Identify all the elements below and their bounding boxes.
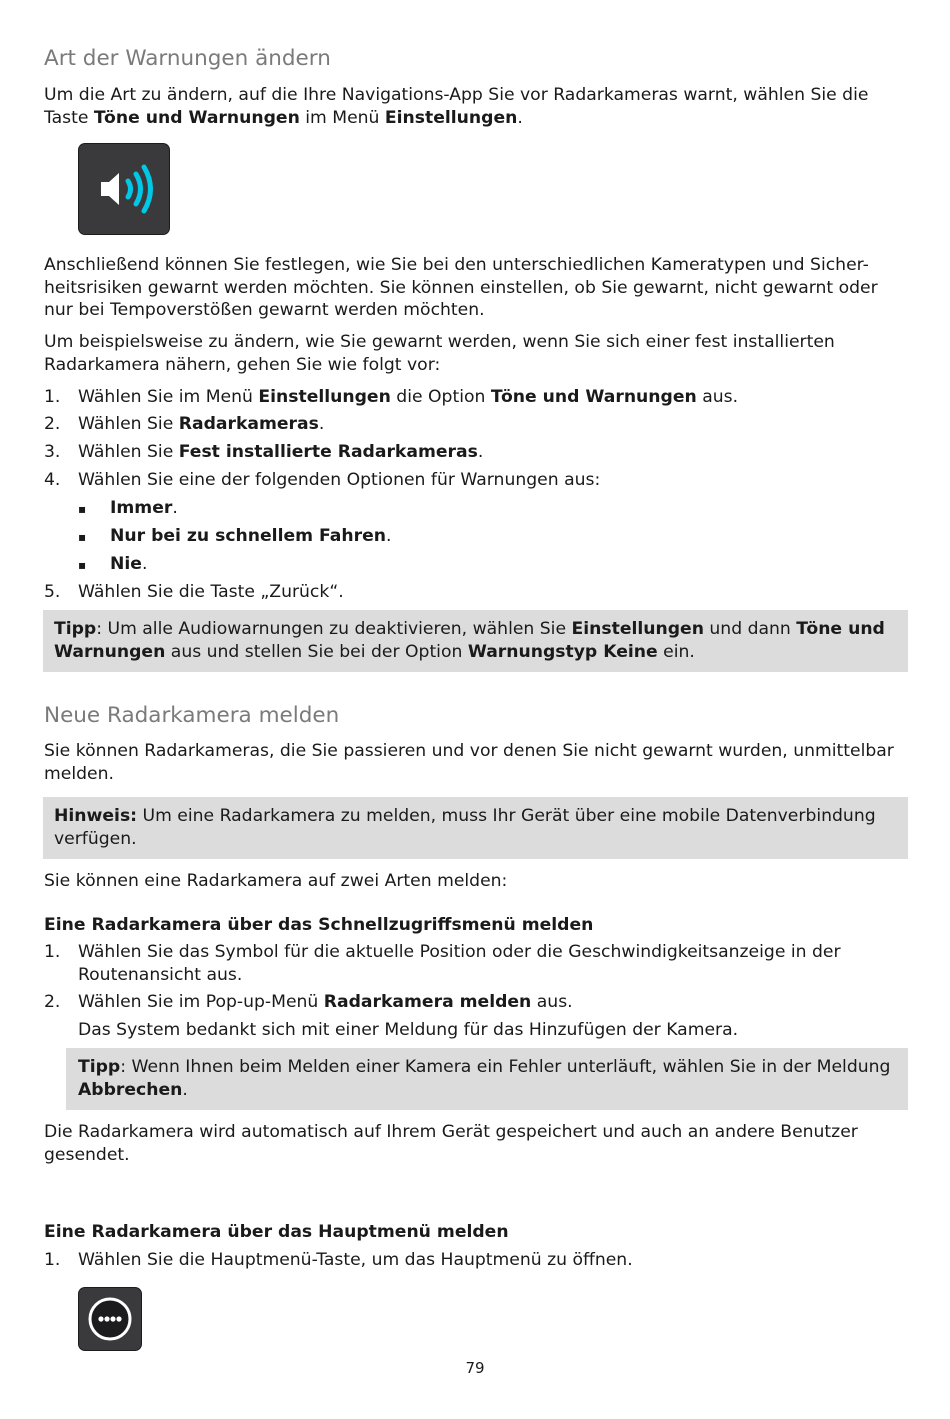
note-line-1: Hinweis: Um eine Radarkamera zu melden, muss Ihr Gerät über eine mobile Datenverbindung xyxy=(54,806,876,826)
quick-step-1-line-2: Routenansicht aus. xyxy=(78,964,243,985)
saved-paragraph xyxy=(44,1121,924,1166)
note-text xyxy=(54,805,904,850)
options-line-2: heitsrisiken gewarnt werden möchten. Sie können einstellen, ob Sie gewarnt, nicht gewarnt oder xyxy=(44,277,878,298)
bullet-mark: ▪ xyxy=(78,502,87,516)
tip-box xyxy=(43,610,908,672)
step-3: Wählen Sie Fest installierte Radarkameras. xyxy=(78,442,484,462)
tip-line-1: Tipp: Um alle Audiowarnungen zu deaktivieren, wählen Sie Einstellungen und dann Töne und xyxy=(54,619,885,639)
saved-line-2: gesendet. xyxy=(44,1144,130,1165)
bullet-mark: ▪ xyxy=(78,558,87,572)
report-intro-line-2: melden. xyxy=(44,763,114,784)
options-paragraph xyxy=(44,254,924,322)
main-menu-step-1: Wählen Sie die Hauptmenü-Taste, um das Hauptmenü zu öffnen. xyxy=(78,1250,633,1270)
report-intro xyxy=(44,740,924,785)
example-line-1: Um beispielsweise zu ändern, wie Sie gewarnt werden, wenn Sie sich einer fest installierten xyxy=(44,332,835,352)
options-line-3: nur bei Tempoverstößen gewarnt werden möchten. xyxy=(44,300,485,320)
saved-line-1: Die Radarkamera wird automatisch auf Ihrem Gerät gespeichert und auch an andere Benutzer xyxy=(44,1122,858,1142)
option-never: Nie. xyxy=(110,554,148,574)
step-number: 4. xyxy=(44,470,61,490)
subheading-main-menu: Eine Radarkamera über das Hauptmenü melden xyxy=(44,1222,509,1242)
tip-line-2: Warnungen aus und stellen Sie bei der Option Warnungstyp Keine ein. xyxy=(54,641,695,662)
tip-line-2: Abbrechen. xyxy=(78,1079,188,1100)
tip-box xyxy=(66,1048,908,1110)
options-line-1: Anschließend können Sie festlegen, wie Sie bei den unterschiedlichen Kameratypen und Sicher- xyxy=(44,255,869,275)
step-number: 1. xyxy=(44,1250,61,1270)
intro-paragraph xyxy=(44,84,914,129)
step-2: Wählen Sie Radarkameras. xyxy=(78,414,325,434)
option-speeding: Nur bei zu schnellem Fahren. xyxy=(110,526,392,546)
step-5: Wählen Sie die Taste „Zurück“. xyxy=(78,582,344,602)
step-number: 2. xyxy=(44,992,61,1012)
example-paragraph xyxy=(44,331,924,376)
tip-text xyxy=(54,618,904,663)
quick-step-1 xyxy=(78,941,918,986)
bullet-mark: ▪ xyxy=(78,530,87,544)
step-number: 1. xyxy=(44,387,61,407)
thanks-text: Das System bedankt sich mit einer Meldung für das Hinzufügen der Kamera. xyxy=(78,1020,739,1040)
note-box xyxy=(43,797,908,859)
example-line-2: Radarkamera nähern, gehen Sie wie folgt vor: xyxy=(44,354,441,375)
tip-line-1: Tipp: Wenn Ihnen beim Melden einer Kamera ein Fehler unterläuft, wählen Sie in der Meldung xyxy=(78,1057,891,1077)
intro-line-2: Taste Töne und Warnungen im Menü Einstellungen. xyxy=(44,107,523,128)
subheading-quick-menu: Eine Radarkamera über das Schnellzugriffsmenü melden xyxy=(44,915,594,935)
quick-step-2: Wählen Sie im Pop-up-Menü Radarkamera melden aus. xyxy=(78,992,573,1012)
note-line-2: verfügen. xyxy=(54,828,137,849)
report-intro-line-1: Sie können Radarkameras, die Sie passieren und vor denen Sie nicht gewarnt wurden, unmittelbar xyxy=(44,741,894,761)
page-number: 79 xyxy=(465,1359,485,1377)
step-number: 5. xyxy=(44,582,61,602)
section-heading-warning-type: Art der Warnungen ändern xyxy=(44,46,331,71)
intro-line-1: Um die Art zu ändern, auf die Ihre Navigations-App Sie vor Radarkameras warnt, wählen Sie die xyxy=(44,85,869,105)
quick-step-1-line-1: Wählen Sie das Symbol für die aktuelle Position oder die Geschwindigkeitsanzeige in der xyxy=(78,942,841,962)
tip-text xyxy=(78,1056,904,1101)
step-1: Wählen Sie im Menü Einstellungen die Option Töne und Warnungen aus. xyxy=(78,387,739,407)
main-menu-dots-icon xyxy=(79,1288,141,1350)
section-heading-report-camera: Neue Radarkamera melden xyxy=(44,703,340,728)
sound-speaker-icon xyxy=(79,144,169,234)
step-number: 3. xyxy=(44,442,61,462)
step-4: Wählen Sie eine der folgenden Optionen für Warnungen aus: xyxy=(78,470,601,490)
two-ways-text: Sie können eine Radarkamera auf zwei Arten melden: xyxy=(44,871,508,891)
step-number: 1. xyxy=(44,942,61,962)
option-always: Immer. xyxy=(110,498,178,518)
step-number: 2. xyxy=(44,414,61,434)
